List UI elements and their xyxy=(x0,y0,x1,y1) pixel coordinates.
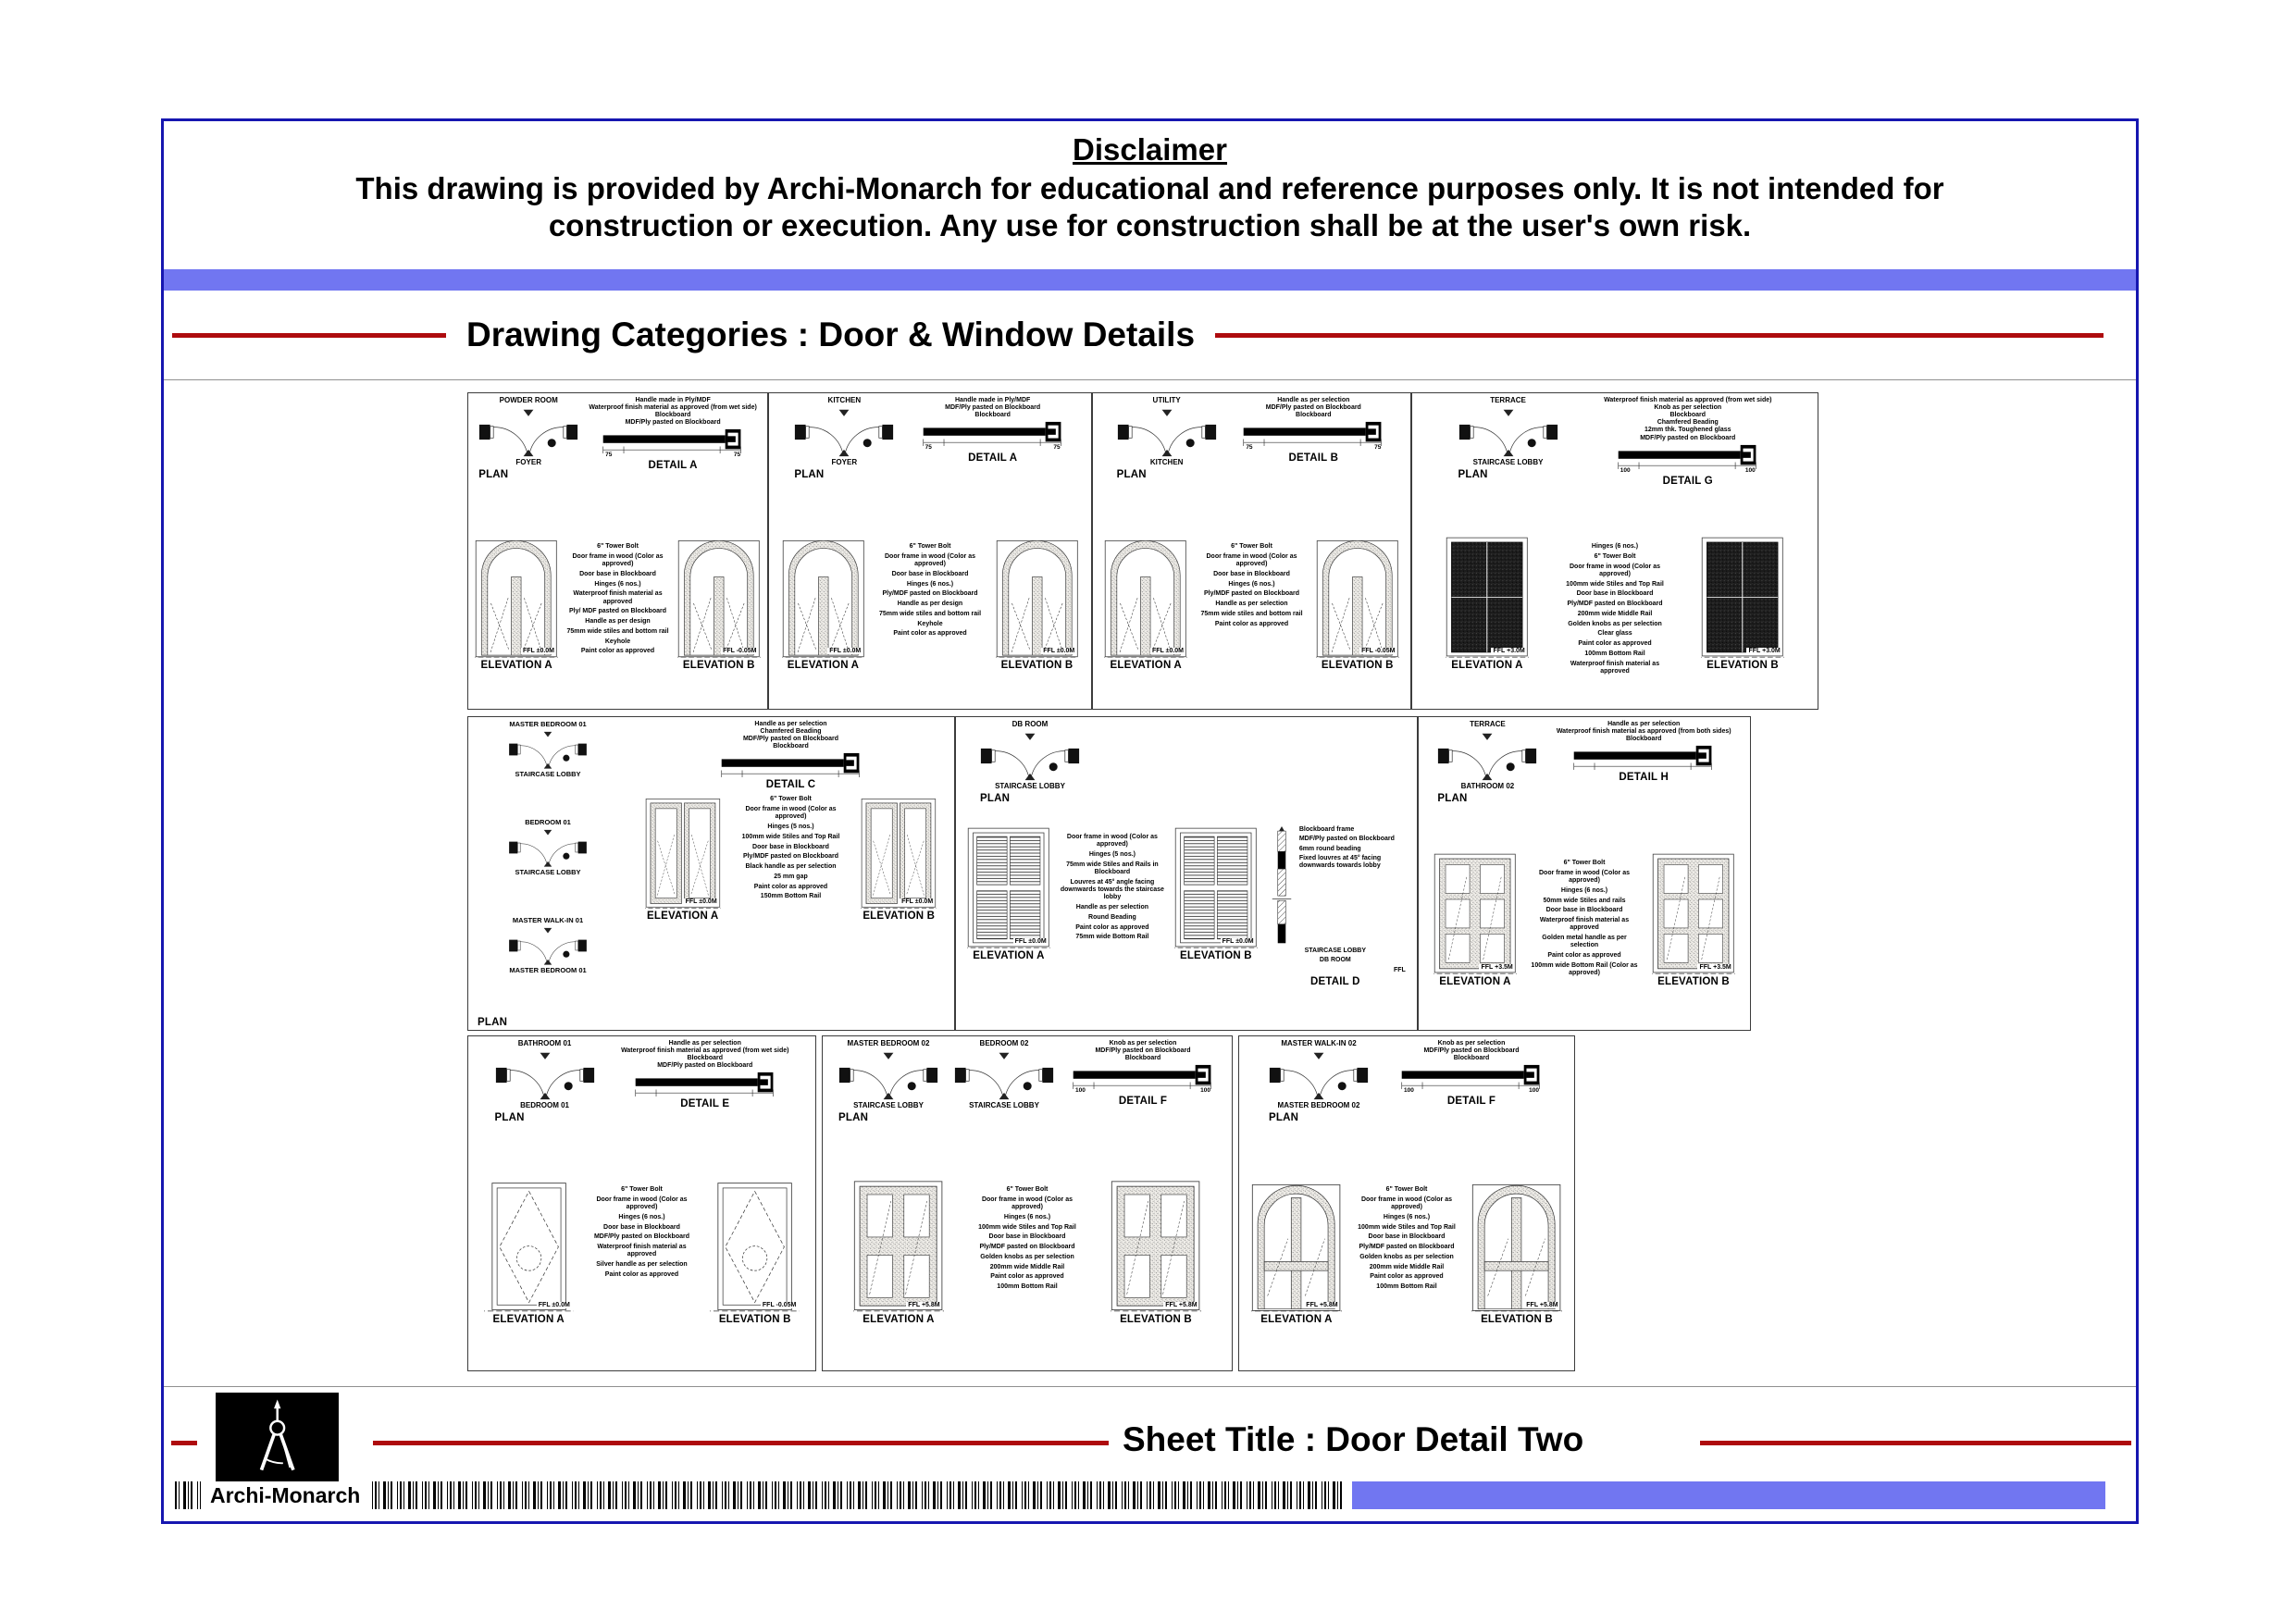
plan-room-top: TERRACE xyxy=(1470,720,1506,728)
elevation-a-block xyxy=(1433,847,1517,987)
ffl-label: FFL ±0.0M xyxy=(901,898,934,906)
door-plan-diagram xyxy=(504,729,591,770)
detail-section-drawing xyxy=(1398,1063,1545,1089)
detail-label: DETAIL F xyxy=(1446,1096,1496,1108)
plan-label: PLAN xyxy=(1458,468,1488,480)
elevation-notes: 6" Tower Bolt Door frame in wood (Color as approved) Door base in Blockboard Hinges (6 nos.) Ply/MDF pasted on Blockboard Handle as per selection 75mm wide stiles and bottom rail Paint color as approved xyxy=(1200,543,1303,627)
detail-label: DETAIL E xyxy=(680,1098,730,1110)
detail-dimensions: 75 75 xyxy=(1246,444,1382,452)
red-rule-footer-right xyxy=(1700,1441,2131,1445)
detail-notes: Handle as per selection Waterproof finish material as approved (from wet side) Blockboard MDF/Ply pasted on Blockboard xyxy=(621,1040,789,1070)
elevation-b-block xyxy=(1471,1173,1561,1325)
door-plan-diagram xyxy=(504,827,591,868)
louvered-door-elevation xyxy=(967,821,1050,950)
detail-label: DETAIL B xyxy=(1288,452,1339,465)
elevation-b-block xyxy=(861,792,937,922)
plan-block xyxy=(504,917,591,975)
detail-dimensions: 75 75 xyxy=(925,444,1061,452)
plan-room-top: MASTER BEDROOM 01 xyxy=(509,720,587,728)
elevation-b-block xyxy=(710,1173,800,1325)
plan-room-bottom: FOYER xyxy=(515,457,541,466)
detail-notes: Knob as per selection MDF/Ply pasted on Blockboard Blockboard xyxy=(1095,1040,1191,1062)
side-label-right: DB ROOM xyxy=(1319,957,1351,963)
plan-block xyxy=(794,397,894,480)
elevation-a-label: ELEVATION A xyxy=(492,1314,565,1325)
elevation-a-block xyxy=(475,530,558,671)
plan-room-top: TERRACE xyxy=(1490,396,1526,404)
elevation-a-block xyxy=(484,1173,574,1325)
plan-label: PLAN xyxy=(478,1017,508,1028)
plan-block xyxy=(1458,397,1558,480)
panel-master-bedroom-02 xyxy=(822,1035,1233,1371)
archi-monarch-logo xyxy=(216,1393,339,1481)
red-rule-footer-mid xyxy=(373,1441,1109,1445)
plan-label: PLAN xyxy=(980,792,1011,804)
glazed-door-elevation xyxy=(1433,847,1517,976)
detail-dimensions: 100 100 xyxy=(1404,1087,1539,1095)
detail-block xyxy=(621,1040,788,1109)
jamb-section-drawing xyxy=(1268,826,1296,945)
elevation-notes: 6" Tower Bolt Door frame in wood (Color as approved) Hinges (6 nos.) Door base in Blockboard MDF/Ply pasted on Blockboard Waterproof finish material as approved Silver handle as per selection Paint color as approved xyxy=(593,1186,690,1278)
arched-door-elevation xyxy=(782,530,865,660)
category-title-row xyxy=(164,291,2136,379)
panel-terrace-bathroom-02 xyxy=(1418,716,1751,1031)
elevation-b-label: ELEVATION B xyxy=(1179,950,1252,961)
elevation-b-block xyxy=(1652,847,1735,987)
plan-block xyxy=(954,1040,1054,1110)
panel-powder-room xyxy=(467,392,768,710)
elevation-b-label: ELEVATION B xyxy=(1120,1314,1192,1325)
plan-room-bottom: BEDROOM 01 xyxy=(520,1100,569,1109)
plan-room-bottom: MASTER BEDROOM 01 xyxy=(509,966,587,975)
drafting-compass-icon xyxy=(249,1397,305,1477)
page-title: Drawing Categories : Door & Window Details xyxy=(466,316,1196,353)
detail-notes: Knob as per selection MDF/Ply pasted on Blockboard Blockboard xyxy=(1423,1040,1520,1062)
brand-name: Archi-Monarch xyxy=(201,1481,369,1509)
elevation-a-label: ELEVATION A xyxy=(480,660,552,671)
arched-door-elevation xyxy=(1316,530,1399,660)
ffl-label: FFL ±0.0M xyxy=(522,648,555,654)
elevation-a-label: ELEVATION A xyxy=(647,911,719,923)
ffl-label: FFL +3.5M xyxy=(1481,964,1513,971)
door-plan-diagram xyxy=(1458,406,1558,458)
elevation-a-label: ELEVATION A xyxy=(1110,660,1182,671)
plan-block xyxy=(478,397,578,480)
disclaimer-block xyxy=(164,121,2136,269)
plan-room-top: MASTER WALK-IN 02 xyxy=(1281,1039,1357,1047)
plan-room-top: BATHROOM 01 xyxy=(517,1039,572,1047)
disclaimer-line-2: construction or execution. Any use for construction shall be at the user's own risk. xyxy=(548,207,1752,242)
door-plan-diagram xyxy=(838,1049,938,1101)
detail-block xyxy=(1557,721,1731,783)
panel-db-room xyxy=(955,716,1418,1031)
ffl-label: FFL +3.5M xyxy=(1699,964,1731,971)
elevation-notes: 6" Tower Bolt Door frame in wood (Color as approved) Hinges (6 nos.) 100mm wide Stiles and Top Rail Door base in Blockboard Ply/MDF pasted on Blockboard Golden knobs as per selection 200mm wide Middle Rail Paint color as approved 100mm Bottom Rail xyxy=(1358,1186,1456,1290)
detail-section-drawing xyxy=(1615,443,1761,469)
elevation-b-block xyxy=(1111,1173,1200,1325)
ffl-label: FFL -0.05M xyxy=(1361,648,1396,654)
detail-label: DETAIL H xyxy=(1619,772,1669,784)
plan-block xyxy=(495,1040,595,1123)
detail-notes: Waterproof finish material as approved (from wet side) Knob as per selection Blockboard Chamfered Beading 12mm thk. Toughened glass MDF/Ply pasted on Blockboard xyxy=(1604,397,1772,441)
plan-room-bottom: FOYER xyxy=(831,457,858,466)
elevation-notes: 6" Tower Bolt Door frame in wood (Color as approved) Hinges (6 nos.) 100mm wide Stiles and Top Rail Door base in Blockboard Ply/MDF pasted on Blockboard Golden knobs as per selection 200mm wide Middle Rail Paint color as approved 100mm Bottom Rail xyxy=(978,1186,1076,1290)
plan-room-top: UTILITY xyxy=(1152,396,1181,404)
elevation-notes: Hinges (6 nos.) 6" Tower Bolt Door frame in wood (Color as approved) 100mm wide Stiles and Top Rail Door base in Blockboard Ply/MDF pasted on Blockboard 200mm wide Middle Rail Golden knobs as per selection Clear glass Paint color as approved 100mm Bottom Rail Waterproof finish material as approved xyxy=(1566,543,1664,675)
detail-block xyxy=(1398,1040,1545,1107)
elevation-b-block xyxy=(1174,821,1258,1030)
plan-room-bottom: STAIRCASE LOBBY xyxy=(995,781,1065,790)
detail-section-drawing xyxy=(718,751,864,777)
plan-label: PLAN xyxy=(1116,468,1147,480)
detail-label: DETAIL G xyxy=(1662,475,1713,487)
panelled-glass-door-elevation xyxy=(1111,1173,1200,1314)
panel-terrace xyxy=(1411,392,1818,710)
detail-label: DETAIL C xyxy=(765,779,816,791)
ffl-label: FFL +3.0M xyxy=(1493,648,1525,654)
plan-room-top: BEDROOM 02 xyxy=(979,1039,1029,1047)
arched-door-elevation xyxy=(996,530,1079,660)
detail-section-drawing xyxy=(1570,744,1717,770)
elevation-a-label: ELEVATION A xyxy=(1439,976,1511,987)
arched-panelled-door-elevation xyxy=(1251,1173,1341,1314)
ffl-label: FFL ±0.0M xyxy=(829,648,862,654)
red-rule-right xyxy=(1215,333,2104,338)
plan-label: PLAN xyxy=(794,468,825,480)
detail-dimensions: 75 75 xyxy=(605,452,741,459)
elevation-a-block xyxy=(967,821,1050,1030)
ffl-label: FFL ±0.0M xyxy=(1014,938,1047,945)
elevation-notes: 6" Tower Bolt Door frame in wood (Color as approved) Hinges (6 nos.) 50mm wide Stiles and rails Door base in Blockboard Waterproof finish material as approved Golden metal handle as per selection Paint color as approved 100mm wide Bottom Rail (Color as approved) xyxy=(1531,860,1638,976)
door-plan-diagram xyxy=(980,730,1080,782)
elevation-b-block xyxy=(996,530,1079,671)
footer-band xyxy=(1352,1481,2105,1509)
plan-room-top: MASTER WALK-IN 01 xyxy=(512,916,584,924)
detail-notes: Handle made in Ply/MDF MDF/Ply pasted on Blockboard Blockboard xyxy=(945,397,1041,419)
elevation-a-block xyxy=(853,1173,943,1325)
panel-kitchen xyxy=(768,392,1092,710)
detail-block xyxy=(627,717,954,790)
plan-column xyxy=(468,717,627,1030)
plan-room-top: KITCHEN xyxy=(827,396,862,404)
elevation-b-block xyxy=(1316,530,1399,671)
detail-notes: Handle as per selection Waterproof finish material as approved (from both sides) Blockboard xyxy=(1556,721,1731,743)
elevation-a-block xyxy=(645,792,721,922)
elevation-notes: 6" Tower Bolt Door frame in wood (Color as approved) Door base in Blockboard Hinges (6 nos.) Ply/MDF pasted on Blockboard Handle as per design 75mm wide stiles and bottom rail Keyhole Paint color as approved xyxy=(878,543,982,638)
plan-block xyxy=(1269,1040,1369,1123)
plan-label: PLAN xyxy=(838,1111,869,1123)
elevation-b-label: ELEVATION B xyxy=(1706,660,1779,671)
title-block-footer xyxy=(164,1386,2136,1524)
panel-utility xyxy=(1092,392,1411,710)
plan-room-bottom: MASTER BEDROOM 02 xyxy=(1277,1100,1360,1109)
detail-notes: Handle as per selection MDF/Ply pasted on Blockboard Blockboard xyxy=(1265,397,1361,419)
elevation-a-label: ELEVATION A xyxy=(973,950,1045,961)
plan-block xyxy=(1437,721,1537,804)
flush-door-elevation xyxy=(710,1173,800,1314)
panelled-glass-door-elevation xyxy=(853,1173,943,1314)
panel-master-bedroom-01 xyxy=(467,716,955,1031)
plan-block xyxy=(504,819,591,877)
elevation-a-label: ELEVATION A xyxy=(863,1314,935,1325)
red-rule-left xyxy=(172,333,446,338)
elevation-b-block xyxy=(1701,530,1784,671)
plan-room-bottom: STAIRCASE LOBBY xyxy=(969,1100,1039,1109)
arched-door-elevation xyxy=(475,530,558,660)
detail-block xyxy=(920,397,1066,464)
door-plan-diagram xyxy=(794,406,894,458)
detail-section-drawing xyxy=(600,427,746,453)
sheet-title: Sheet Title : Door Detail Two xyxy=(1123,1420,1584,1458)
red-rule-footer-left xyxy=(171,1441,197,1445)
ffl-label: FFL xyxy=(1393,967,1406,973)
detail-block xyxy=(589,397,756,471)
plan-block xyxy=(980,721,1080,804)
glazed-door-elevation xyxy=(1652,847,1735,976)
detail-label: DETAIL A xyxy=(648,460,698,472)
elevation-a-block xyxy=(1104,530,1187,671)
detail-block xyxy=(1240,397,1386,464)
ffl-label: FFL -0.05M xyxy=(762,1302,797,1308)
side-label-left: STAIRCASE LOBBY xyxy=(1304,948,1366,954)
detail-notes: Handle made in Ply/MDF Waterproof finish material as approved (from wet side) Blockboard MDF/Ply pasted on Blockboard xyxy=(589,397,757,427)
elevation-a-label: ELEVATION A xyxy=(1451,660,1523,671)
detail-section-drawing xyxy=(1240,420,1386,446)
arched-panelled-door-elevation xyxy=(1471,1173,1561,1314)
ffl-label: FFL ±0.0M xyxy=(1151,648,1185,654)
door-plan-diagram xyxy=(478,406,578,458)
ffl-label: FFL +3.0M xyxy=(1748,648,1781,654)
plan-room-bottom: STAIRCASE LOBBY xyxy=(1472,457,1544,466)
elevation-a-label: ELEVATION A xyxy=(1260,1314,1333,1325)
plan-room-bottom: BATHROOM 02 xyxy=(1460,781,1515,790)
door-plan-diagram xyxy=(495,1049,595,1101)
ffl-label: FFL -0.05M xyxy=(723,648,757,654)
detail-section-drawing xyxy=(920,420,1066,446)
door-plan-diagram xyxy=(1117,406,1217,458)
disclaimer-title: Disclaimer xyxy=(1073,132,1227,167)
plan-label: PLAN xyxy=(478,468,509,480)
solid-door-elevation xyxy=(1446,530,1529,660)
plan-label: PLAN xyxy=(1437,792,1468,804)
detail-d-block xyxy=(1265,821,1406,1030)
plan-block xyxy=(504,721,591,779)
elevation-b-block xyxy=(677,530,761,671)
plan-room-bottom: STAIRCASE LOBBY xyxy=(853,1100,924,1109)
plan-label: PLAN xyxy=(494,1111,525,1123)
louvered-door-elevation xyxy=(1174,821,1258,950)
drawing-area xyxy=(164,379,2136,1386)
plan-block xyxy=(1117,397,1217,480)
panelled-door-elevation xyxy=(861,792,937,911)
elevation-notes: 6" Tower Bolt Door frame in wood (Color as approved) Door base in Blockboard Hinges (6 nos.) Waterproof finish material as approved Ply/ MDF pasted on Blockboard Handle as per design 75mm wide stiles and bottom rail Keyhole Paint color as approved xyxy=(566,543,669,655)
detail-block xyxy=(1604,397,1771,487)
elevation-notes: Door frame in wood (Color as approved) Hinges (5 nos.) 75mm wide Stiles and Rails in Blockboard Louvres at 45° angle facing downwards towards the staircase lobby Handle as per selection Round Beading Paint color as approved 75mm wide Bottom Rail xyxy=(1060,834,1164,941)
detail-section-drawing xyxy=(632,1071,778,1096)
elevation-b-label: ELEVATION B xyxy=(682,660,755,671)
solid-door-elevation xyxy=(1701,530,1784,660)
elevation-b-label: ELEVATION B xyxy=(1321,660,1394,671)
door-plan-diagram xyxy=(1437,730,1537,782)
plan-room-top: POWDER ROOM xyxy=(499,396,558,404)
ffl-label: FFL +5.8M xyxy=(1306,1302,1338,1308)
plan-room-top: MASTER BEDROOM 02 xyxy=(847,1039,930,1047)
detail-notes: Handle as per selection Chamfered Beading MDF/Ply pasted on Blockboard Blockboard xyxy=(742,721,839,750)
elevation-a-block xyxy=(1251,1173,1341,1325)
plan-room-bottom: STAIRCASE LOBBY xyxy=(515,770,581,779)
detail-label: DETAIL A xyxy=(968,452,1018,465)
detail-label: DETAIL F xyxy=(1118,1096,1168,1108)
ffl-label: FFL +5.8M xyxy=(1165,1302,1198,1308)
plan-block xyxy=(838,1040,938,1123)
plan-room-top: DB ROOM xyxy=(1011,720,1049,728)
detail-dimensions: 100 100 xyxy=(1075,1087,1210,1095)
elevation-a-label: ELEVATION A xyxy=(787,660,860,671)
plan-label: PLAN xyxy=(1269,1111,1299,1123)
elevation-a-block xyxy=(782,530,865,671)
ffl-label: FFL ±0.0M xyxy=(538,1302,570,1308)
ffl-label: FFL +5.8M xyxy=(1526,1302,1558,1308)
flush-door-elevation xyxy=(484,1173,574,1314)
detail-block xyxy=(1070,1040,1216,1107)
detail-label: DETAIL D xyxy=(1310,976,1360,987)
plan-room-bottom: STAIRCASE LOBBY xyxy=(515,868,581,877)
drawing-sheet xyxy=(161,118,2139,1524)
plan-room-top: BEDROOM 01 xyxy=(525,818,571,826)
elevation-b-label: ELEVATION B xyxy=(863,911,936,923)
arched-door-elevation xyxy=(1104,530,1187,660)
panelled-door-elevation xyxy=(645,792,721,911)
detail-dimensions: 100 100 xyxy=(1620,466,1756,474)
elevation-a-block xyxy=(1446,530,1529,671)
elevation-b-label: ELEVATION B xyxy=(1000,660,1074,671)
ffl-label: FFL +5.8M xyxy=(908,1302,940,1308)
ffl-label: FFL ±0.0M xyxy=(1222,938,1254,945)
ffl-label: FFL ±0.0M xyxy=(1043,648,1075,654)
door-plan-diagram xyxy=(954,1049,1054,1101)
arched-door-elevation xyxy=(677,530,761,660)
elevation-b-label: ELEVATION B xyxy=(1481,1314,1553,1325)
door-plan-diagram xyxy=(1269,1049,1369,1101)
disclaimer-line-1: This drawing is provided by Archi-Monarch for educational and reference purposes only. It is not intended for xyxy=(355,171,1944,205)
detail-d-notes: Blockboard frame MDF/Ply pasted on Blockboard 6mm round beading Fixed louvres at 45° facing downwards towards lobby xyxy=(1298,826,1395,869)
panel-bathroom-01 xyxy=(467,1035,816,1371)
plan-room-bottom: KITCHEN xyxy=(1149,457,1184,466)
detail-section-drawing xyxy=(1070,1063,1216,1089)
door-plan-diagram xyxy=(504,925,591,966)
elevation-b-label: ELEVATION B xyxy=(1657,976,1730,987)
elevation-b-label: ELEVATION B xyxy=(718,1314,791,1325)
divider-band xyxy=(164,269,2136,291)
elevation-notes: 6" Tower Bolt Door frame in wood (Color as approved) Hinges (5 nos.) 100mm wide Stiles and Top Rail Door base in Blockboard Ply/MDF pasted on Blockboard Black handle as per selection 25 mm gap Paint color as approved 150mm Bottom Rail xyxy=(741,796,840,900)
panel-master-walk-in-02 xyxy=(1238,1035,1575,1371)
ffl-label: FFL ±0.0M xyxy=(685,898,717,906)
